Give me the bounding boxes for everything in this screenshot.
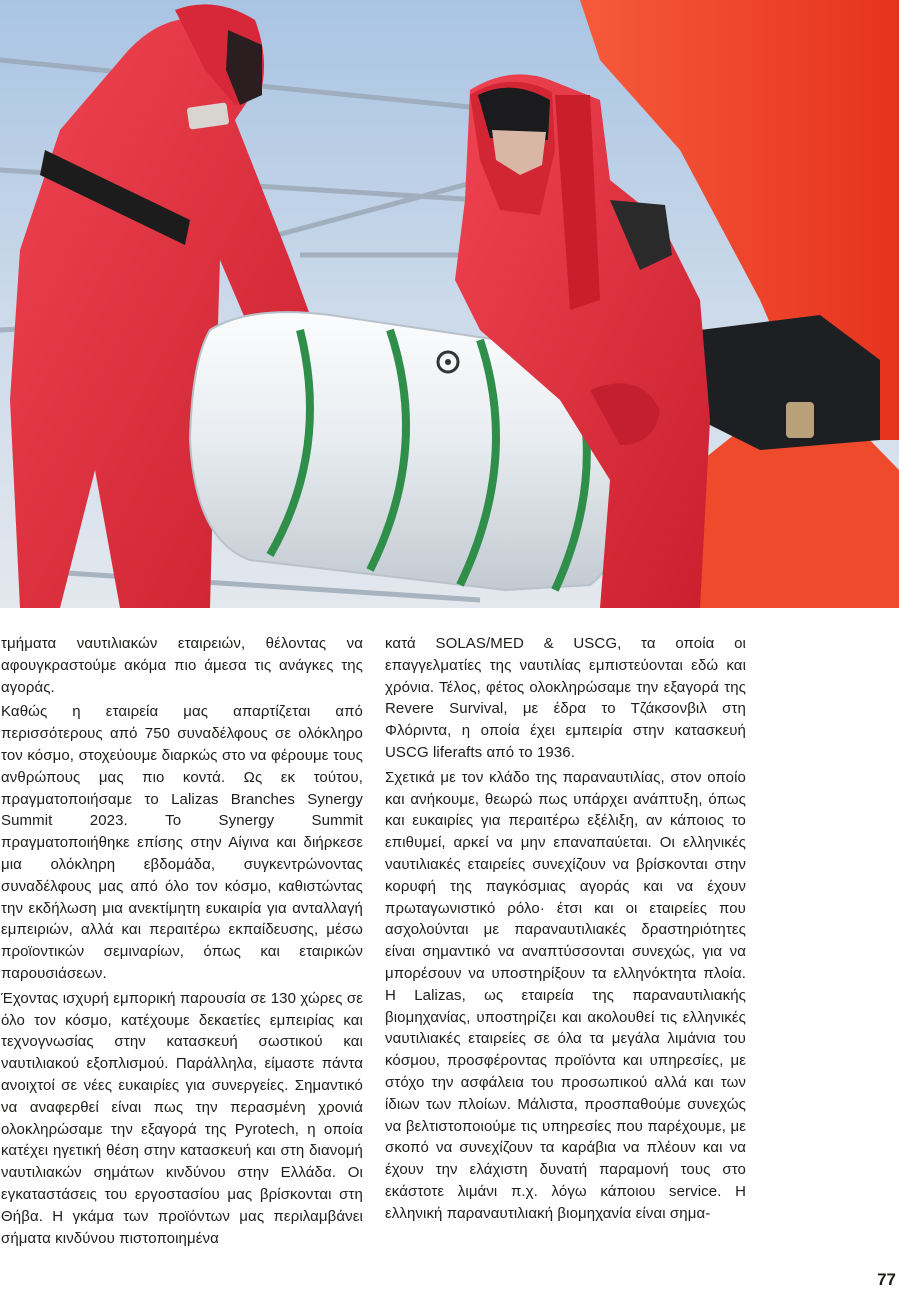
paragraph: Καθώς η εταιρεία μας απαρτίζεται από περισσότερους από 750 συναδέλφους σε ολόκληρο τον κόσμο, στοχεύουμε διαρκώς στο να φέρουμε τους ανθρώπους μας πιο κοντά. Ως εκ τούτου, πραγματοποιήσαμε το Lalizas Branches Synergy Summit 2023. Το Synergy Summit πραγματοποιήθηκε επίσης στην Αίγινα και διήρκεσε μια ολόκληρη εβδομάδα, συγκεντρώνοντας συναδέλφους μας από όλο τον κόσμο, καθιστώντας την εκδήλωση μια ανεκτίμητη ευκαιρία για ανταλλαγή εμπειριών, αλλά και περαιτέρω εκπαίδευσης, μέσω προϊοντικών σεμιναρίων, όπως και εταιρικών παρουσιάσεων. (1, 703, 363, 982)
article-body (0, 633, 899, 1253)
paragraph: κατά SOLAS/MED & USCG, τα οποία οι επαγγελματίες της ναυτιλίας εμπιστεύονται εδώ και χρόνια. Τέλος, φέτος ολοκληρώσαμε την εξαγορά της Revere Survival, με έδρα το Τζάκσονβιλ στη Φλόριντα, η οποία έχει εμπειρία στην κατασκευή USCG liferafts από το 1936. (385, 635, 746, 761)
paragraph: Έχοντας ισχυρή εμπορική παρουσία σε 130 χώρες σε όλο τον κόσμο, κατέχουμε δεκαετίες εμπειρίας και τεχνογνωσίας στην κατασκευή σωστικού και ναυτιλιακού εξοπλισμού. Παράλληλα, είμαστε πάντα ανοιχτοί σε νέες ευκαιρίες για συνεργείες. Σημαντικό να αναφερθεί είναι πως την περασμένη χρονιά ολοκληρώσαμε την εξαγορά της Pyrotech, η οποία κατέχει ηγετική θέση στην κατασκευή και στη διανομή ναυτιλιακών σημάτων κινδύνου στην Ελλάδα. Οι εγκαταστάσεις του εργοστασίου μας βρίσκονται στη Θήβα. Η γκάμα των προϊόντων μας περιλαμβάνει σήματα κινδύνου πιστοποιημένα (1, 989, 363, 1247)
liferaft-canister-photo (0, 0, 899, 608)
article-column-left (1, 633, 363, 1252)
hero-photo (0, 0, 899, 608)
page-number: 77 (877, 1270, 896, 1289)
article-column-right (385, 633, 746, 1228)
deck-fitting (786, 402, 814, 438)
paragraph: τμήματα ναυτιλιακών εταιρειών, θέλοντας να αφουγκραστούμε ακόμα πιο άμεσα τις ανάγκες της αγοράς. (1, 635, 363, 696)
paragraph: Σχετικά με τον κλάδο της παραναυτιλίας, στον οποίο και ανήκουμε, θεωρώ πως υπάρχει ανάπτυξη, όπως και ευκαιρίες για περαιτέρω εξέλιξη, αν κάποιος το επιθυμεί, αρκεί να μην επαναπαύεται. Οι ελληνικές ναυτιλιακές εταιρείες συνεχίζουν να βρίσκονται στην κορυφή της παγκόσμιας αγοράς και να έχουν πρωταγωνιστικό ρόλο· έτσι και οι εταιρείες που ασχολούνται με παραναυτιλιακές δραστηριότητες είναι σημαντικό να αναπτύσσονται συνεχώς, για να μπορέσουν να υποστηρίξουν τα ελληνόκτητα πλοία. Η Lalizas, ως εταιρεία της παραναυτιλιακής βιομηχανίας, υποστηρίζει και ακολουθεί τις ελληνικές ναυτιλιακές εταιρείες σε όλα τα μεγάλα λιμάνια του κόσμου, προσφέροντας προϊόντα και υπηρεσίες, με στόχο την ασφάλεια του προσωπικού αλλά και των ίδιων των πλοίων. Μάλιστα, προσπαθούμε συνεχώς να βελτιστοποιούμε τις υπηρεσίες που παρέχουμε, με σκοπό να συνεχίζουν τα καράβια να πλέουν και να έχουν την ελάχιστη δυνατή παραμονή τους στο εκάστοτε λιμάνι π.χ. λόγω κάποιου service. Η ελληνική παραναυτιλιακή βιομηχανία είναι σημα- (385, 768, 746, 1222)
inflatable-tube (690, 430, 899, 608)
